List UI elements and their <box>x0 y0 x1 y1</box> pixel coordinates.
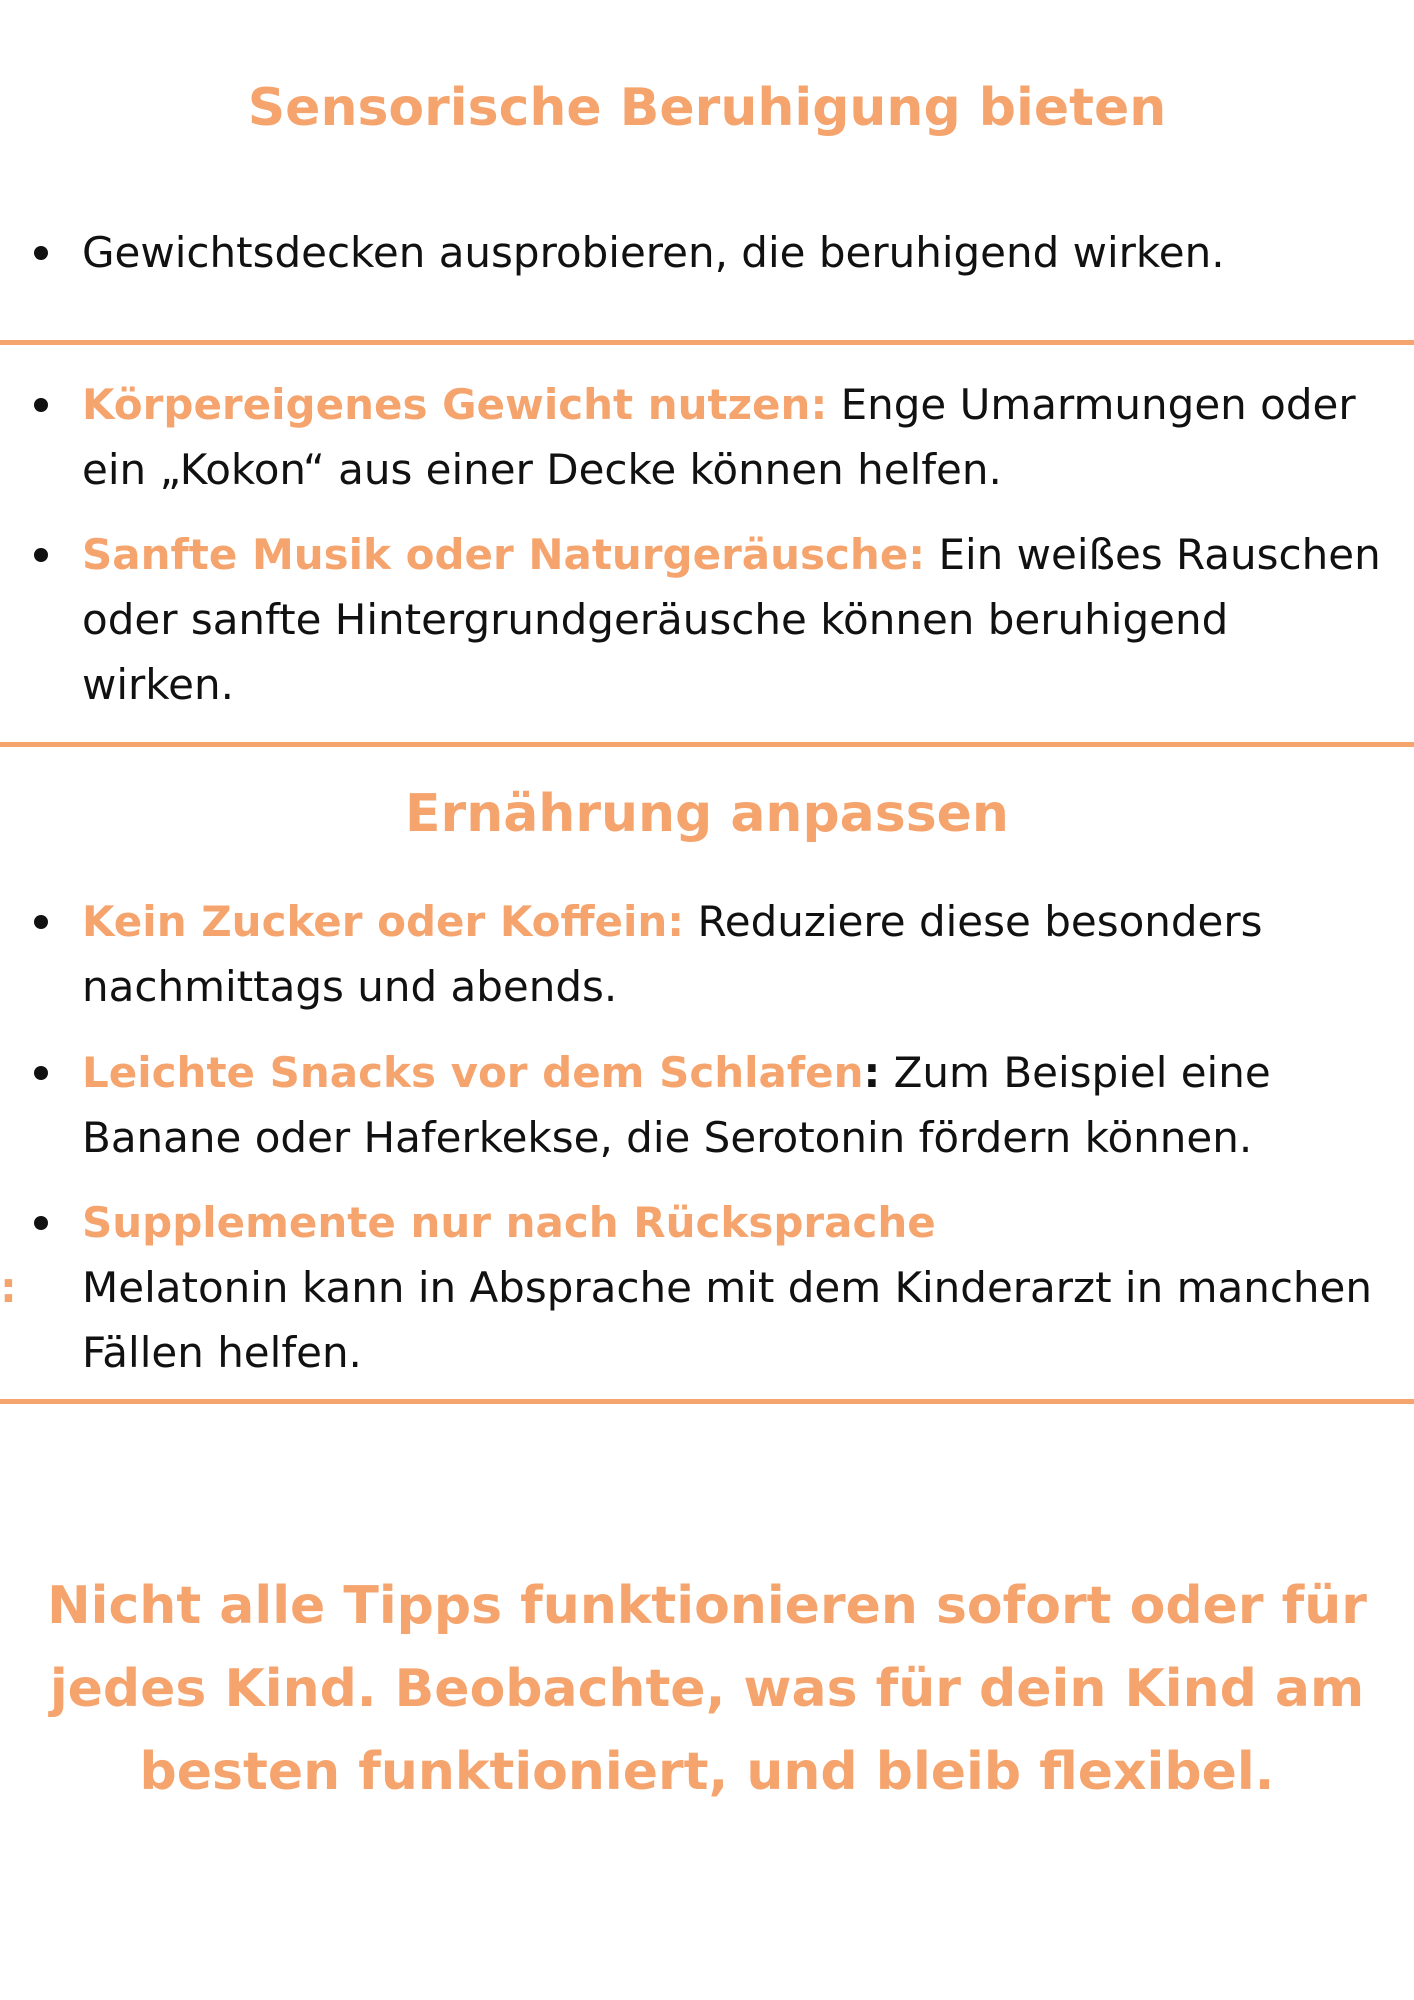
item-highlight: Körpereigenes Gewicht nutzen: <box>82 380 828 429</box>
list-item <box>82 1190 1392 1385</box>
bullet <box>34 1066 48 1080</box>
list-item <box>82 522 1392 717</box>
section-heading-sensory: Sensorische Beruhigung bieten <box>247 78 1167 138</box>
bullet <box>34 915 48 929</box>
bullet <box>34 548 48 562</box>
divider <box>0 340 1414 345</box>
divider <box>0 1399 1414 1404</box>
item-text: Ein weißes Rauschen oder sanfte Hintergrundgeräusche können beruhigend wirken. <box>82 530 1381 709</box>
item-highlight: Sanfte Musik oder Naturgeräusche: <box>82 530 926 579</box>
list-item <box>82 220 1392 285</box>
list-item <box>82 372 1392 502</box>
item-highlight: Kein Zucker oder Koffein: <box>82 897 685 946</box>
item-text: Melatonin kann in Absprache mit dem Kinderarzt in manchen Fällen helfen. <box>82 1263 1373 1377</box>
item-text: Zum Beispiel eine Banane oder Haferkekse, die Serotonin fördern können. <box>82 1048 1271 1162</box>
bullet <box>34 398 48 412</box>
list-item <box>82 889 1392 1019</box>
item-text: Enge Umarmungen oder ein „Kokon“ aus einer Decke können helfen. <box>82 380 1356 494</box>
item-highlight: Supplemente nur nach Rücksprache <box>82 1198 936 1247</box>
section-heading-nutrition: Ernährung anpassen <box>405 784 1009 844</box>
item-colon: : <box>863 1048 881 1097</box>
bullet <box>34 1216 48 1230</box>
stray-colon: : <box>0 1263 17 1312</box>
footer-note: Nicht alle Tipps funktionieren sofort oder für jedes Kind. Beobachte, was für dein Kind am besten funktioniert, und bleib flexibel. <box>47 1576 1367 1802</box>
item-highlight: Leichte Snacks vor dem Schlafen <box>82 1048 864 1097</box>
item-text: Gewichtsdecken ausprobieren, die beruhigend wirken. <box>82 228 1225 277</box>
divider <box>0 742 1414 747</box>
bullet <box>34 246 48 260</box>
item-text: Reduziere diese besonders nachmittags und abends. <box>82 897 1263 1011</box>
list-item <box>82 1040 1392 1170</box>
